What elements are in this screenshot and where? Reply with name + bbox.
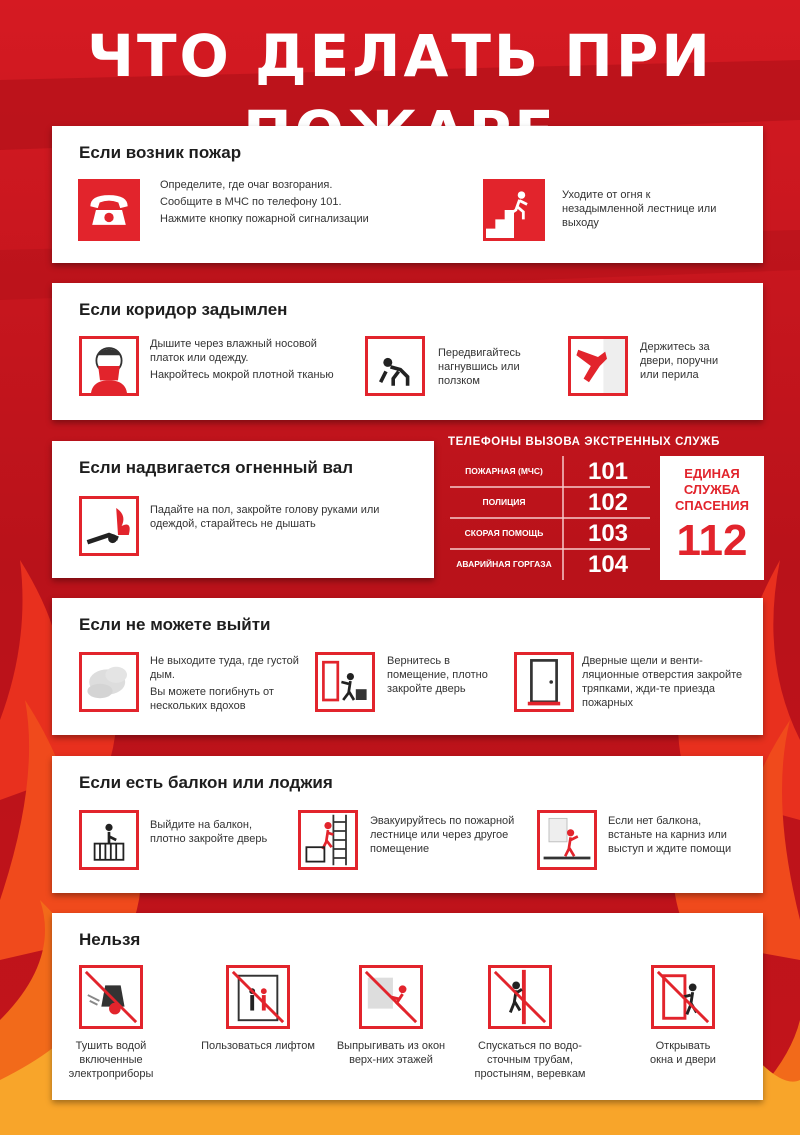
crawl-instruction <box>438 346 548 391</box>
ledge-icon <box>537 810 597 870</box>
text-line: Держитесь за двери, поручни или перила <box>640 341 719 381</box>
hand-wall-icon <box>568 336 628 396</box>
flame-instruction <box>150 503 380 534</box>
stairs-instruction <box>562 188 732 233</box>
ladder-instruction <box>370 814 520 859</box>
forbidden-label: Пользоваться лифтом <box>201 1040 315 1052</box>
text-line: Вы можете погибнуть от нескольких вдохов <box>150 686 274 712</box>
section-balcony <box>52 756 763 893</box>
fire-instructions <box>160 178 370 229</box>
return-instruction <box>387 654 507 699</box>
text-line: Вернитесь в помещение, плотно закройте дверь <box>387 655 488 695</box>
service-label: АВАРИЙНАЯ ГОРГАЗА <box>456 559 552 569</box>
ledge-instruction <box>608 814 748 859</box>
mask-face-icon <box>79 336 139 396</box>
balcony-instruction <box>150 818 280 849</box>
seal-instruction <box>582 654 752 713</box>
emergency-row <box>450 456 648 487</box>
section-heading: Если не можете выйти <box>79 615 271 634</box>
service-label: ПОЛИЦИЯ <box>482 497 526 507</box>
section-heading: Если возник пожар <box>79 143 242 162</box>
service-number[interactable]: 104 <box>587 551 629 578</box>
text-line: Передвигайтесь нагнувшись или ползком <box>438 347 521 387</box>
smoke-warning <box>150 654 300 716</box>
forbidden-label: Открывать окна и двери <box>650 1040 716 1066</box>
no-elevator-icon <box>226 965 290 1029</box>
text-line: Если нет балкона, встаньте на карниз или выступ и ждите помощи <box>608 815 732 855</box>
section-noexit <box>52 598 763 735</box>
crawl-icon <box>365 336 425 396</box>
service-number[interactable]: 102 <box>587 489 629 516</box>
balcony-icon <box>79 810 139 870</box>
section-heading: Если есть балкон или лоджия <box>79 773 333 792</box>
text-line: Определите, где очаг возгорания. <box>160 179 333 191</box>
service-label: ПОЖАРНАЯ (МЧС) <box>465 466 543 476</box>
no-open-door-icon <box>651 965 715 1029</box>
door-seal-icon <box>514 652 574 712</box>
no-pipe-climb-icon <box>488 965 552 1029</box>
smoke-cloud-icon <box>79 652 139 712</box>
no-water-electric-icon <box>79 965 143 1029</box>
unified-label: ЕДИНАЯ СЛУЖБА СПАСЕНИЯ <box>675 466 749 513</box>
unified-number[interactable]: 112 <box>676 516 748 565</box>
text-line: Падайте на пол, закройте голову руками или одеждой, старайтесь не дышать <box>150 504 380 530</box>
lie-down-icon <box>79 496 139 556</box>
section-heading: Если коридор задымлен <box>79 300 288 319</box>
text-line: Накройтесь мокрой плотной тканью <box>150 369 334 381</box>
emergency-row <box>450 549 648 580</box>
emergency-row <box>450 487 648 518</box>
service-label: СКОРАЯ ПОМОЩЬ <box>464 528 544 538</box>
no-jump-window-icon <box>359 965 423 1029</box>
text-line: Нажмите кнопку пожарной сигнализации <box>160 213 369 225</box>
service-number[interactable]: 103 <box>587 520 629 547</box>
forbidden-label: Спускаться по водо-сточным трубам, простыням, веревкам <box>474 1040 586 1080</box>
page-title: ЧТО ДЕЛАТЬ ПРИ <box>87 22 713 90</box>
text-line: Дышите через влажный носовой платок или одежду. <box>150 338 317 364</box>
emergency-heading: ТЕЛЕФОНЫ ВЫЗОВА ЭКСТРЕННЫХ СЛУЖБ <box>448 436 721 448</box>
section-smoke <box>52 283 763 420</box>
unified-rescue-box <box>660 456 764 580</box>
stairs-exit-icon <box>483 179 545 241</box>
text-line: Сообщите в МЧС по телефону 101. <box>160 196 342 208</box>
fire-ladder-icon <box>298 810 358 870</box>
smoke-instructions <box>150 337 340 385</box>
text-line: Не выходите туда, где густой дым. <box>150 655 299 681</box>
forbidden-label: Тушить водой включенные электроприборы <box>68 1040 154 1080</box>
section-fire <box>52 126 763 263</box>
forbidden-label: Выпрыгивать из окон верх-них этажей <box>336 1040 446 1066</box>
text-line: Эвакуируйтесь по пожарной лестнице или через другое помещение <box>370 815 515 855</box>
section-heading: Нельзя <box>79 930 141 949</box>
phone-icon <box>78 179 140 241</box>
section-heading: Если надвигается огненный вал <box>79 458 354 477</box>
section-forbidden <box>52 913 763 1100</box>
section-flame <box>52 441 434 578</box>
service-number[interactable]: 101 <box>587 458 629 485</box>
return-room-icon <box>315 652 375 712</box>
text-line: Уходите от огня к незадымленной лестнице или выходу <box>562 189 717 229</box>
text-line: Выйдите на балкон, плотно закройте дверь <box>150 819 268 845</box>
text-line: Дверные щели и венти-ляционные отверстия закройте тряпками, жди-те приезда пожарных <box>582 655 743 709</box>
handrail-instruction <box>640 340 730 385</box>
emergency-row <box>450 518 648 549</box>
